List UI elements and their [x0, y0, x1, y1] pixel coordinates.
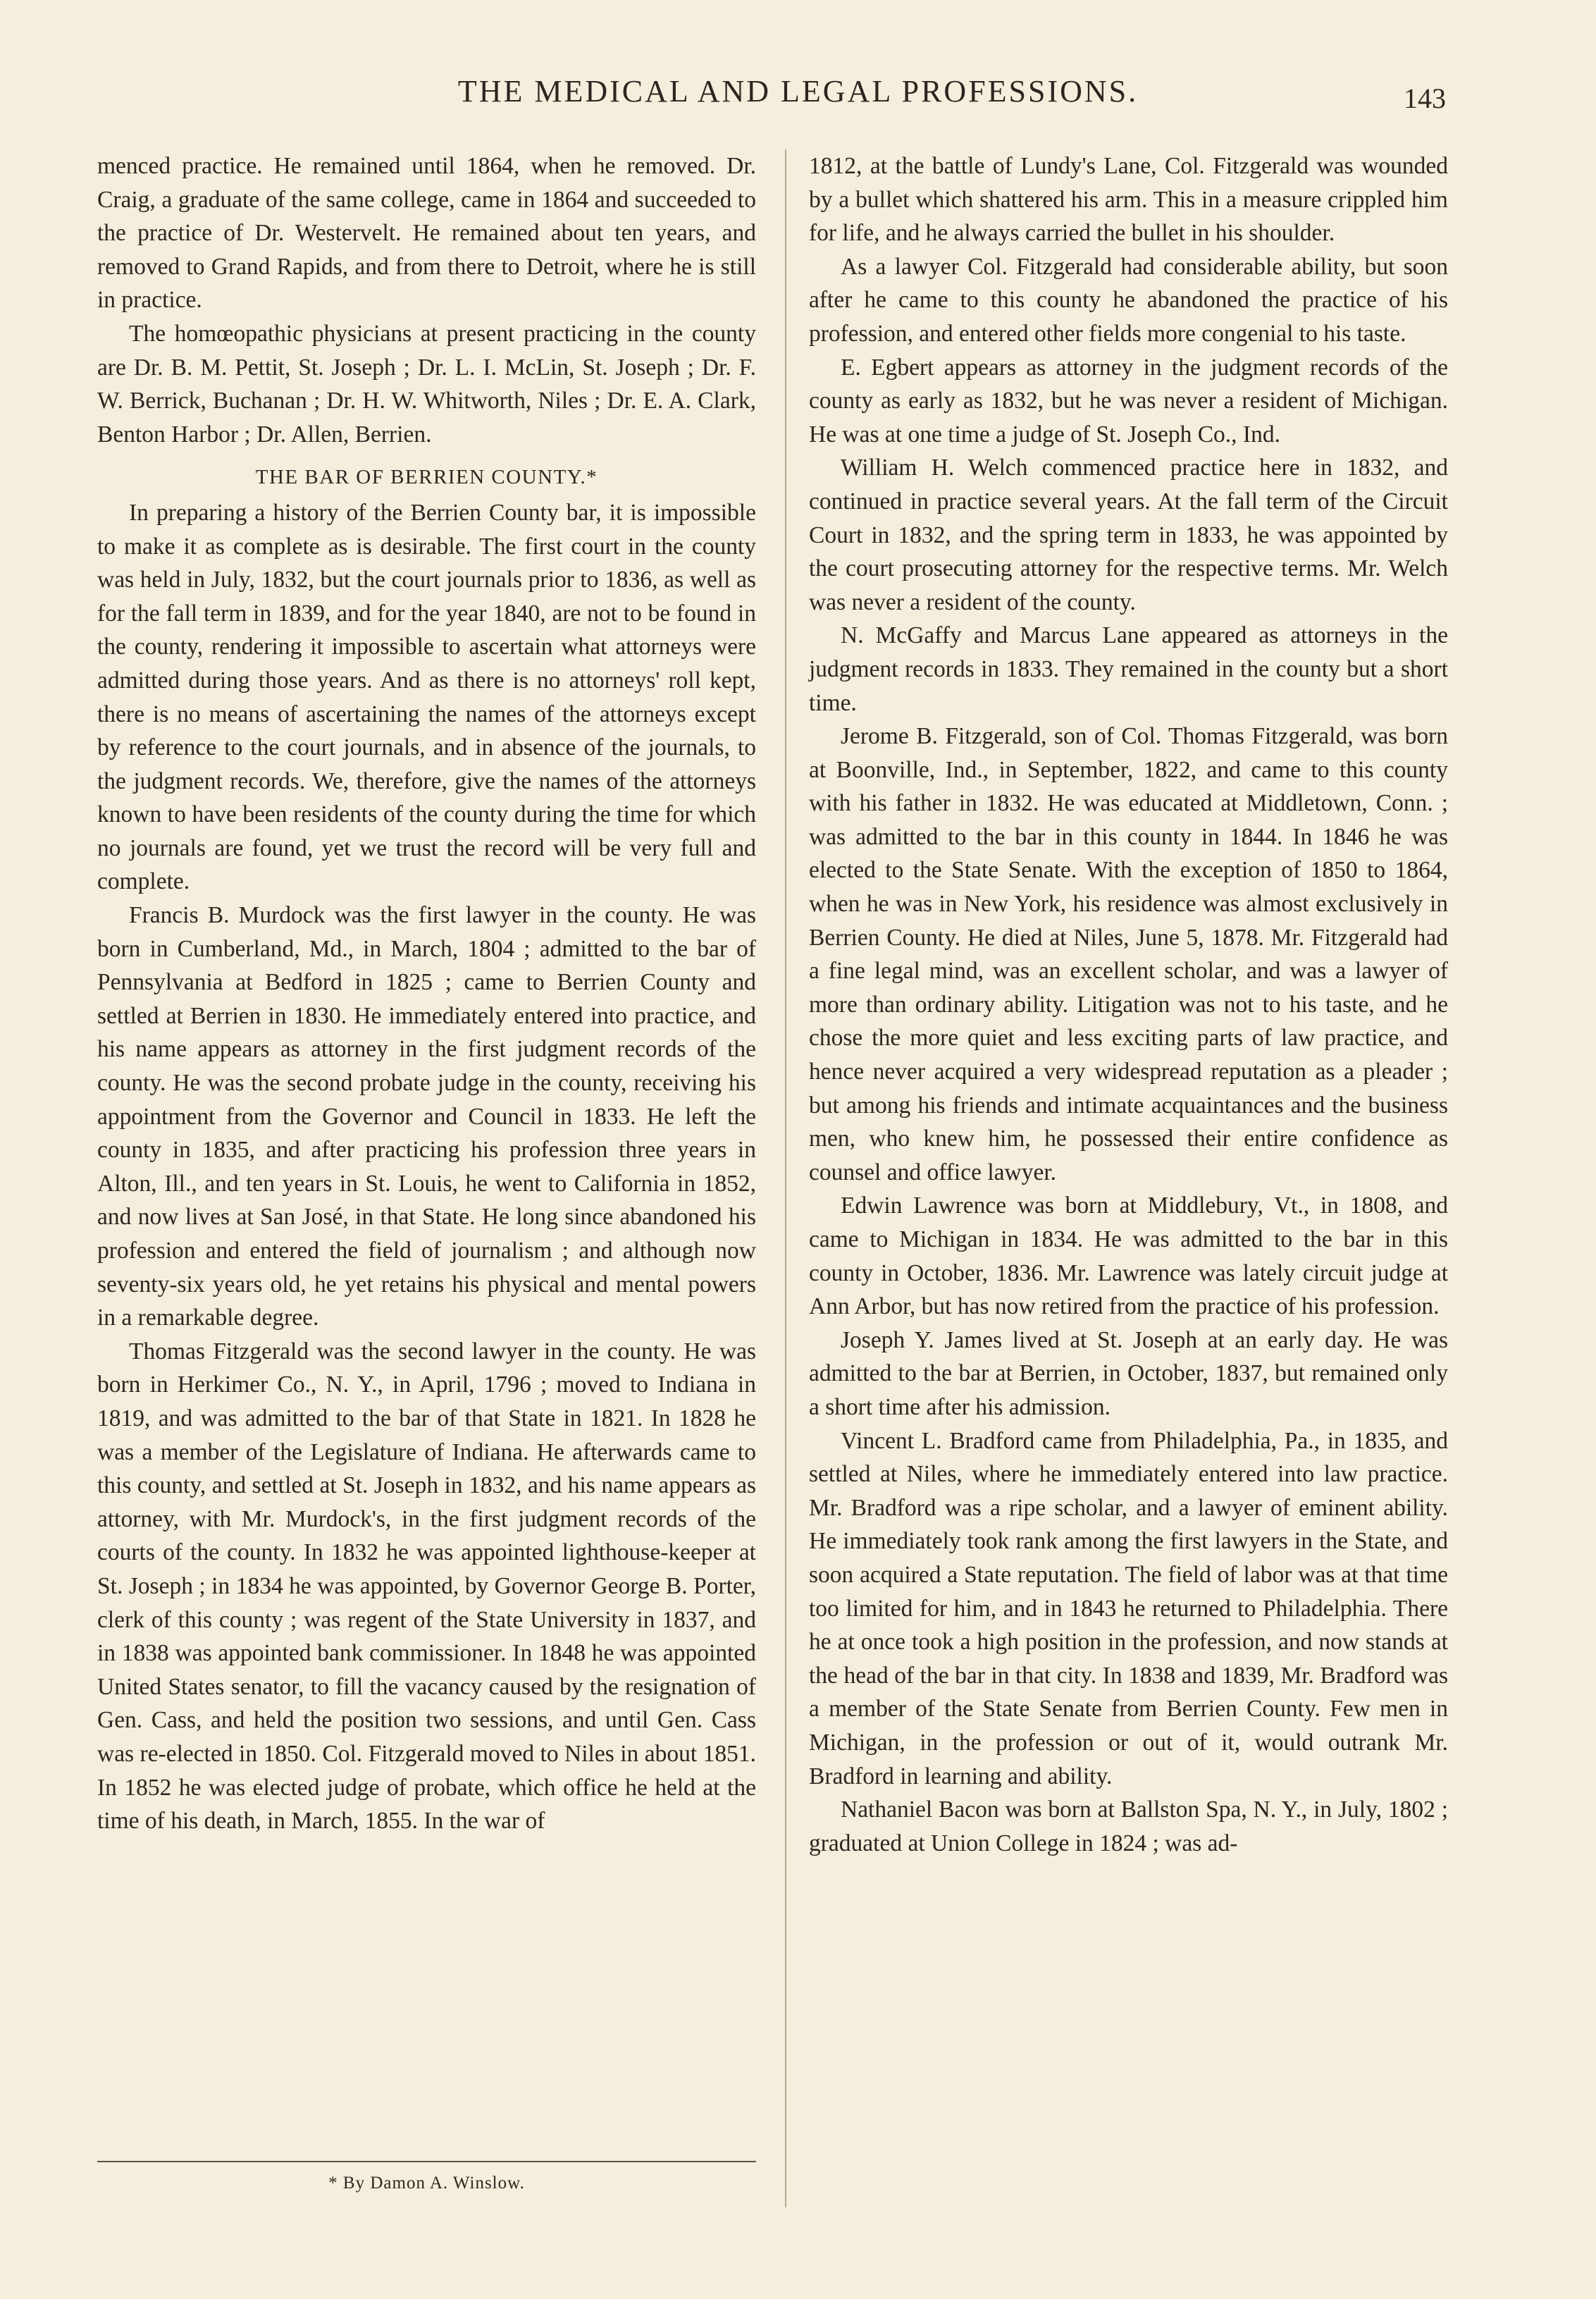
paragraph: Vincent L. Bradford came from Philadelphia, Pa., in 1835, and settled at Niles, where he immediately entered into law practice. Mr. Bradford was a ripe scholar, and a lawyer of eminent ability. He immediately took rank among the first lawyers in the State, and soon acquired a State reputation. The field of labor was at that time too limited for him, and in 1843 he returned to Philadelphia. There he at once took a high position in the profession, and now stands at the head of the bar in that city. In 1838 and 1839, Mr. Bradford was a member of the State Senate from Berrien County. Few men in Michigan, in the profession or out of it, would outrank Mr. Bradford in learning and ability. — [809, 1427, 1448, 1789]
paragraph: William H. Welch commenced practice here in 1832, and continued in practice several years. At the fall term of the Circuit Court in 1832, and the spring term in 1833, he was appointed by the court prosecuting attorney for the respective terms. Mr. Welch was never a resident of the county. — [809, 455, 1448, 615]
paragraph: N. McGaffy and Marcus Lane appeared as attorneys in the judgment records in 1833. They remained in the county but a short time. — [809, 622, 1448, 716]
paragraph: As a lawyer Col. Fitzgerald had considerable ability, but soon after he came to this county he abandoned the practice of his profession, and entered other fields more congenial to his taste. — [809, 253, 1448, 347]
column-divider — [785, 149, 786, 2207]
paragraph: E. Egbert appears as attorney in the judgment records of the county as early as 1832, but he was never a resident of Michigan. He was at one time a judge of St. Joseph Co., Ind. — [809, 354, 1448, 448]
footnote-rule — [97, 2161, 756, 2162]
paragraph: Edwin Lawrence was born at Middlebury, Vt., in 1808, and came to Michigan in 1834. He was admitted to the bar in this county in October, 1836. Mr. Lawrence was lately circuit judge at Ann Arbor, but has now retired from the practice of his profession. — [809, 1192, 1448, 1320]
section-heading: THE BAR OF BERRIEN COUNTY.* — [255, 466, 598, 489]
paragraph: Joseph Y. James lived at St. Joseph at an early day. He was admitted to the bar at Berrien, in October, 1837, but remained only a short time after his admission. — [809, 1326, 1448, 1420]
paragraph: Francis B. Murdock was the first lawyer in the county. He was born in Cumberland, Md., in March, 1804 ; admitted to the bar of Pennsylvania at Bedford in 1825 ; came to Berrien County and settled at Berrien in 1830. He immediately entered into practice, and his name appears as attorney in the first judgment records of the county. He was the second probate judge in the county, receiving his appointment from the Governor and Council in 1833. He left the county in 1835, and after practicing his profession three years in Alton, Ill., and ten years in St. Louis, he went to California in 1852, and now lives at San José, in that State. He long since abandoned his profession and entered the field of journalism ; and although now seventy-six years old, he yet retains his physical and mental powers in a remarkable degree. — [97, 902, 756, 1331]
paragraph: Thomas Fitzgerald was the second lawyer in the county. He was born in Herkimer Co., N. Y., in April, 1796 ; moved to Indiana in 1819, and was admitted to the bar of that State in 1821. In 1828 he was a member of the Legislature of Indiana. He afterwards came to this county, and settled at St. Joseph in 1832, and his name appears as attorney, with Mr. Murdock's, in the first judgment records of the courts of the county. In 1832 he was appointed lighthouse-keeper at St. Joseph ; in 1834 he was appointed, by Governor George B. Porter, clerk of this county ; was regent of the State University in 1837, and in 1838 was appointed bank commissioner. In 1848 he was appointed United States senator, to fill the vacancy caused by the resignation of Gen. Cass, and held the position two sessions, and until Gen. Cass was re-elected in 1850. Col. Fitzgerald moved to Niles in about 1851. In 1852 he was elected judge of probate, which office he held at the time of his death, in March, 1855. In the war of — [97, 1338, 756, 1835]
running-title: THE MEDICAL AND LEGAL PROFESSIONS. — [457, 74, 1139, 109]
paragraph: menced practice. He remained until 1864, when he removed. Dr. Craig, a graduate of the same college, came in 1864 and succeeded to the practice of Dr. Westervelt. He remained about ten years, and removed to Grand Rapids, and from there to Detroit, where he is still in practice. — [97, 153, 756, 314]
paragraph: 1812, at the battle of Lundy's Lane, Col. Fitzgerald was wounded by a bullet which shattered his arm. This in a measure crippled him for life, and he always carried the bullet in his shoulder. — [809, 153, 1448, 247]
footnote: * By Damon A. Winslow. — [328, 2174, 525, 2193]
paragraph: Nathaniel Bacon was born at Ballston Spa, N. Y., in July, 1802 ; graduated at Union College in 1824 ; was ad- — [809, 1796, 1448, 1856]
paragraph: The homœopathic physicians at present practicing in the county are Dr. B. M. Pettit, St. Joseph ; Dr. L. I. McLin, St. Joseph ; Dr. F. W. Berrick, Buchanan ; Dr. H. W. Whitworth, Niles ; Dr. E. A. Clark, Benton Harbor ; Dr. Allen, Berrien. — [97, 320, 756, 448]
page-number: 143 — [1404, 82, 1446, 114]
left-column — [97, 149, 756, 1838]
paragraph: Jerome B. Fitzgerald, son of Col. Thomas Fitzgerald, was born at Boonville, Ind., in September, 1822, and came to this county with his father in 1832. He was educated at Middletown, Conn. ; was admitted to the bar in this county in 1844. In 1846 he was elected to the State Senate. With the exception of 1850 to 1864, when he was in New York, his residence was almost exclusively in Berrien County. He died at Niles, June 5, 1878. Mr. Fitzgerald had a fine legal mind, was an excellent scholar, and was a lawyer of more than ordinary ability. Litigation was not to his taste, and he chose the more quiet and less exciting parts of law practice, and hence never acquired a very widespread reputation as a pleader ; but among his friends and intimate acquaintances and the business men, who knew him, he possessed their entire confidence as counsel and office lawyer. — [809, 723, 1448, 1185]
right-column — [809, 149, 1448, 1860]
paragraph: In preparing a history of the Berrien County bar, it is impossible to make it as complete as is desirable. The first court in the county was held in July, 1832, but the court journals prior to 1836, as well as for the fall term in 1839, and for the year 1840, are not to be found in the county, rendering it impossible to ascertain what attorneys were admitted during those years. And as there is no attorneys' roll kept, there is no means of ascertaining the names of the attorneys except by reference to the court journals, and in absence of the journals, to the judgment records. We, therefore, give the names of the attorneys known to have been residents of the county during the time for which no journals are found, yet we trust the record will be very full and complete. — [97, 499, 756, 895]
